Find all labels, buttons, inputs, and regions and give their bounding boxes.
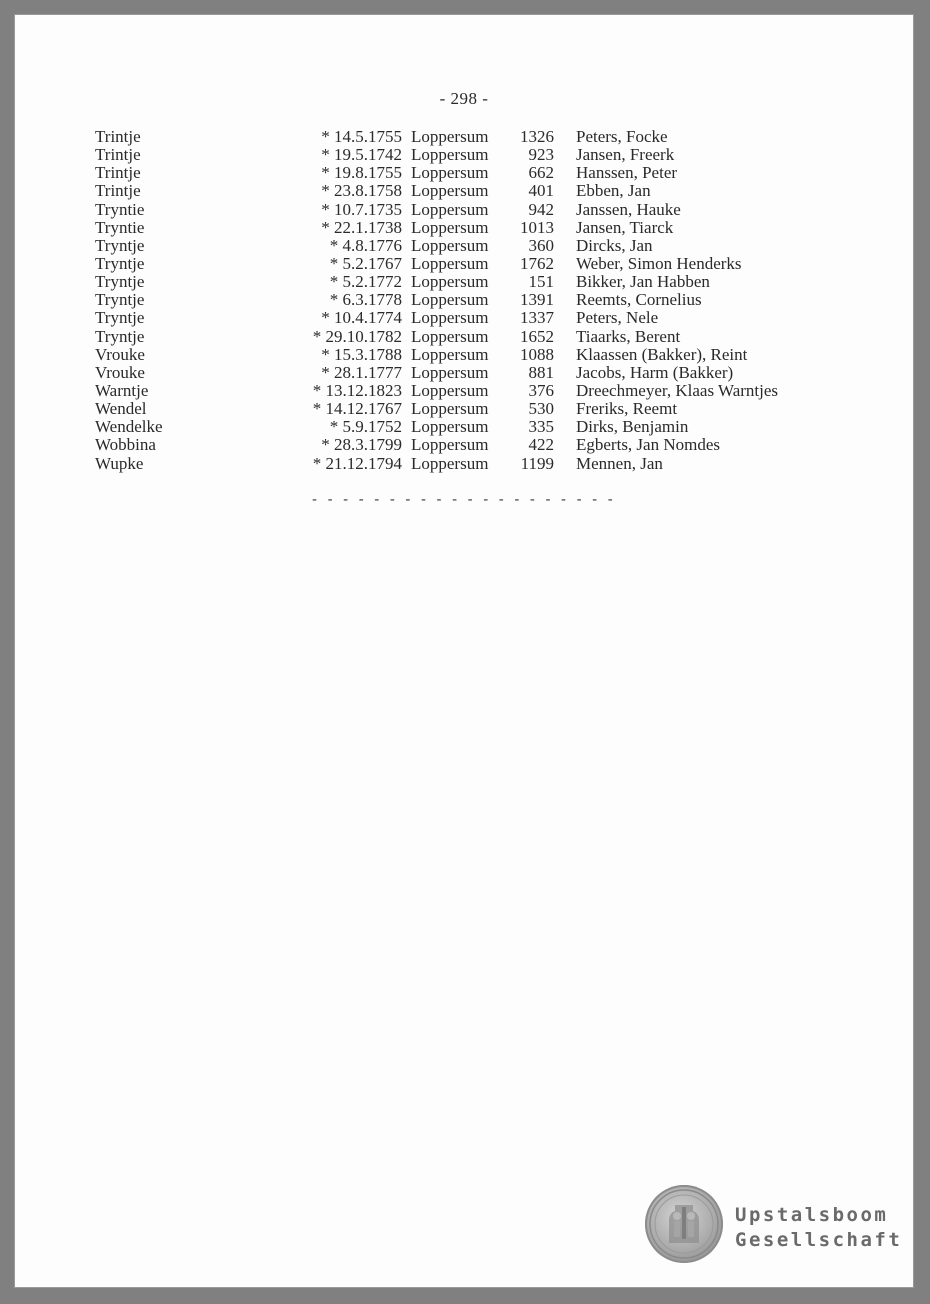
place-cell: Loppersum: [411, 163, 489, 183]
birth-date-cell: * 10.4.1774: [321, 308, 402, 328]
table-row: [15, 164, 913, 182]
birth-date-cell: * 6.3.1778: [329, 290, 402, 310]
parent-cell: Bikker, Jan Habben: [576, 272, 710, 292]
place-cell: Loppersum: [411, 127, 489, 146]
birth-date-cell: * 15.3.1788: [321, 344, 402, 364]
number-cell: 1337: [520, 308, 554, 328]
number-cell: 1391: [520, 290, 554, 310]
name-cell: Trintje: [95, 127, 141, 146]
place-cell: Loppersum: [411, 362, 489, 382]
brand-wordmark: [735, 1203, 902, 1253]
number-cell: 422: [528, 435, 554, 455]
parent-cell: Klaassen (Bakker), Reint: [576, 344, 748, 364]
table-row: [15, 364, 913, 382]
place-cell: Loppersum: [411, 181, 489, 201]
name-cell: Tryntie: [95, 199, 145, 219]
place-cell: Loppersum: [411, 217, 489, 237]
number-cell: 401: [528, 181, 554, 201]
name-cell: Tryntje: [95, 308, 145, 328]
place-cell: Loppersum: [411, 417, 489, 437]
place-cell: Loppersum: [411, 272, 489, 292]
table-row: [15, 309, 913, 327]
number-cell: 376: [528, 380, 554, 400]
place-cell: Loppersum: [411, 145, 489, 165]
name-cell: Trintje: [95, 163, 141, 183]
birth-date-cell: * 21.12.1794: [312, 453, 402, 473]
name-cell: Warntje: [95, 380, 149, 400]
parent-cell: Jansen, Freerk: [576, 145, 675, 165]
place-cell: Loppersum: [411, 326, 489, 346]
parent-cell: Mennen, Jan: [576, 453, 663, 473]
place-cell: Loppersum: [411, 344, 489, 364]
birth-date-cell: * 13.12.1823: [312, 380, 402, 400]
birth-date-cell: * 29.10.1782: [312, 326, 402, 346]
parent-cell: Dreechmeyer, Klaas Warntjes: [576, 380, 779, 400]
seal-icon: [645, 1185, 723, 1263]
number-cell: 335: [528, 417, 554, 437]
name-cell: Tryntje: [95, 235, 145, 255]
number-cell: 942: [528, 199, 554, 219]
birth-date-cell: * 4.8.1776: [329, 235, 402, 255]
table-row: [15, 255, 913, 273]
place-cell: Loppersum: [411, 235, 489, 255]
place-cell: Loppersum: [411, 399, 489, 419]
name-cell: Tryntie: [95, 217, 145, 237]
brand-line-2: Gesellschaft: [735, 1229, 903, 1251]
birth-date-cell: * 23.8.1758: [321, 181, 402, 201]
name-cell: Trintje: [95, 181, 141, 201]
birth-date-cell: * 5.2.1767: [329, 253, 402, 273]
table-row: [15, 201, 913, 219]
birth-date-cell: * 28.1.1777: [321, 362, 402, 382]
parent-cell: Reemts, Cornelius: [576, 290, 702, 310]
birth-date-cell: * 14.5.1755: [321, 127, 402, 146]
place-cell: Loppersum: [411, 435, 489, 455]
name-cell: Wendelke: [95, 417, 163, 437]
number-cell: 1326: [520, 127, 554, 146]
document-page: [15, 15, 913, 1287]
table-row: [15, 237, 913, 255]
name-cell: Tryntje: [95, 290, 145, 310]
name-cell: Tryntje: [95, 272, 145, 292]
table-row: [15, 219, 913, 237]
parent-cell: Egberts, Jan Nomdes: [576, 435, 721, 455]
number-cell: 151: [528, 272, 554, 292]
table-row: [15, 436, 913, 454]
birth-date-cell: * 5.2.1772: [329, 272, 402, 292]
parent-cell: Peters, Focke: [576, 127, 668, 146]
parent-cell: Dircks, Jan: [576, 235, 653, 255]
name-cell: Wupke: [95, 453, 144, 473]
name-cell: Wobbina: [95, 435, 156, 455]
birth-date-cell: * 5.9.1752: [329, 417, 402, 437]
table-row: [15, 128, 913, 146]
number-cell: 360: [528, 235, 554, 255]
parent-cell: Tiaarks, Berent: [576, 326, 681, 346]
birth-date-cell: * 10.7.1735: [321, 199, 402, 219]
place-cell: Loppersum: [411, 380, 489, 400]
place-cell: Loppersum: [411, 453, 489, 473]
name-cell: Wendel: [95, 399, 147, 419]
register-table: [15, 128, 913, 473]
place-cell: Loppersum: [411, 253, 489, 273]
parent-cell: Hanssen, Peter: [576, 163, 678, 183]
birth-date-cell: * 14.12.1767: [312, 399, 402, 419]
name-cell: Tryntje: [95, 326, 145, 346]
parent-cell: Weber, Simon Henderks: [576, 253, 742, 273]
birth-date-cell: * 28.3.1799: [321, 435, 402, 455]
table-row: [15, 382, 913, 400]
birth-date-cell: * 22.1.1738: [321, 217, 402, 237]
parent-cell: Peters, Nele: [576, 308, 659, 328]
table-row: [15, 146, 913, 164]
number-cell: 881: [528, 362, 554, 382]
parent-cell: Ebben, Jan: [576, 181, 651, 201]
table-row: [15, 400, 913, 418]
parent-cell: Freriks, Reemt: [576, 399, 678, 419]
brand-line-1: Upstalsboom: [735, 1204, 889, 1226]
table-row: [15, 455, 913, 473]
birth-date-cell: * 19.5.1742: [321, 145, 402, 165]
number-cell: 923: [528, 145, 554, 165]
number-cell: 1762: [520, 253, 554, 273]
place-cell: Loppersum: [411, 199, 489, 219]
name-cell: Vrouke: [95, 362, 145, 382]
name-cell: Trintje: [95, 145, 141, 165]
number-cell: 1199: [520, 453, 554, 473]
page-number: - 298 -: [439, 89, 489, 108]
name-cell: Vrouke: [95, 344, 145, 364]
table-row: [15, 328, 913, 346]
number-cell: 1652: [520, 326, 554, 346]
number-cell: 530: [528, 399, 554, 419]
table-row: [15, 418, 913, 436]
parent-cell: Janssen, Hauke: [576, 199, 681, 219]
name-cell: Tryntje: [95, 253, 145, 273]
table-row: [15, 182, 913, 200]
table-row: [15, 291, 913, 309]
parent-cell: Dirks, Benjamin: [576, 417, 689, 437]
table-row: [15, 346, 913, 364]
parent-cell: Jansen, Tiarck: [576, 217, 674, 237]
number-cell: 662: [528, 163, 554, 183]
place-cell: Loppersum: [411, 290, 489, 310]
section-divider: - - - - - - - - - - - - - - - - - - - -: [312, 491, 616, 508]
number-cell: 1013: [520, 217, 554, 237]
number-cell: 1088: [520, 344, 554, 364]
place-cell: Loppersum: [411, 308, 489, 328]
birth-date-cell: * 19.8.1755: [321, 163, 402, 183]
parent-cell: Jacobs, Harm (Bakker): [576, 362, 734, 382]
table-row: [15, 273, 913, 291]
